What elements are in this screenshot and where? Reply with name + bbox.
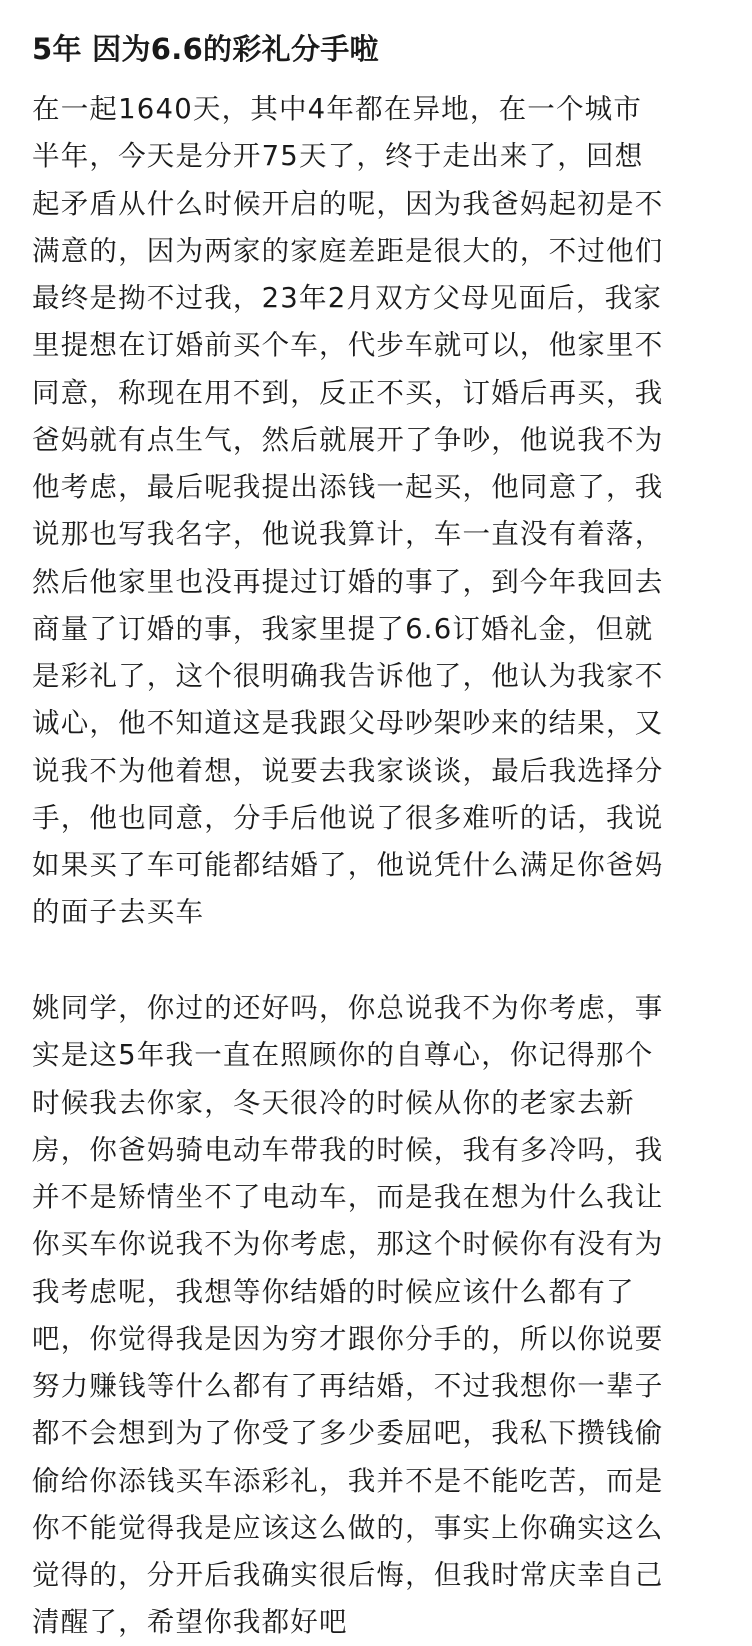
text-line: 清醒了，希望你我都好吧 bbox=[32, 1606, 348, 1639]
text-line: 你不能觉得我是应该这么做的，事实上你确实这么 bbox=[32, 1511, 664, 1544]
text-line: 觉得的，分开后我确实很后悔，但我时常庆幸自己 bbox=[32, 1559, 664, 1591]
text-line: 手，他也同意，分手后他说了很多难听的话，我说 bbox=[32, 801, 664, 834]
text-line: 姚同学，你过的还好吗，你总说我不为你考虑，事 bbox=[32, 992, 664, 1024]
post-title: 5年 因为6.6的彩礼分手啦 bbox=[32, 32, 379, 66]
text-line: 努力赚钱等什么都有了再结婚，不过我想你一辈子 bbox=[32, 1370, 664, 1402]
text-line: 如果买了车可能都结婚了，他说凭什么满足你爸妈 bbox=[32, 849, 664, 881]
text-line: 是彩礼了，这个很明确我告诉他了，他认为我家不 bbox=[32, 660, 664, 692]
post-paragraph-2 bbox=[32, 985, 663, 1646]
text-line: 吧，你觉得我是因为穷才跟你分手的，所以你说要 bbox=[32, 1322, 664, 1355]
text-line: 我考虑呢，我想等你结婚的时候应该什么都有了 bbox=[32, 1275, 635, 1308]
text-line: 他考虑，最后呢我提出添钱一起买，他同意了，我 bbox=[32, 471, 664, 503]
text-line: 时候我去你家，冬天很冷的时候从你的老家去新 bbox=[32, 1086, 635, 1119]
text-line: 偷给你添钱买车添彩礼，我并不是不能吃苦，而是 bbox=[32, 1464, 664, 1497]
text-line: 满意的，因为两家的家庭差距是很大的，不过他们 bbox=[32, 234, 664, 267]
text-line: 说我不为他着想，说要去我家谈谈，最后我选择分 bbox=[32, 754, 664, 787]
text-line: 实是这5年我一直在照顾你的自尊心，你记得那个 bbox=[32, 1039, 654, 1072]
text-line: 起矛盾从什么时候开启的呢，因为我爸妈起初是不 bbox=[32, 187, 664, 220]
text-line: 最终是拗不过我，23年2月双方父母见面后，我家 bbox=[32, 282, 663, 314]
post-paragraph-1 bbox=[32, 86, 663, 937]
text-line: 并不是矫情坐不了电动车，而是我在想为什么我让 bbox=[32, 1181, 664, 1213]
text-line: 你买车你说我不为你考虑，那这个时候你有没有为 bbox=[32, 1228, 664, 1261]
text-line: 说那也写我名字，他说我算计，车一直没有着落， bbox=[32, 518, 664, 551]
text-line: 在一起1640天，其中4年都在异地，在一个城市 bbox=[32, 93, 643, 125]
text-line: 然后他家里也没再提过订婚的事了，到今年我回去 bbox=[32, 565, 664, 598]
text-line: 商量了订婚的事，我家里提了6.6订婚礼金，但就 bbox=[32, 612, 654, 645]
text-line: 都不会想到为了你受了多少委屈吧，我私下攒钱偷 bbox=[32, 1417, 664, 1450]
text-line: 同意，称现在用不到，反正不买，订婚后再买，我 bbox=[32, 376, 664, 409]
text-line: 半年，今天是分开75天了，终于走出来了，回想 bbox=[32, 140, 644, 173]
text-line: 房，你爸妈骑电动车带我的时候，我有多冷吗，我 bbox=[32, 1133, 664, 1166]
text-line: 诚心，他不知道这是我跟父母吵架吵来的结果，又 bbox=[32, 707, 664, 740]
text-line: 爸妈就有点生气，然后就展开了争吵，他说我不为 bbox=[32, 423, 664, 456]
text-line: 的面子去买车 bbox=[32, 896, 205, 929]
text-line: 里提想在订婚前买个车，代步车就可以，他家里不 bbox=[32, 329, 664, 362]
